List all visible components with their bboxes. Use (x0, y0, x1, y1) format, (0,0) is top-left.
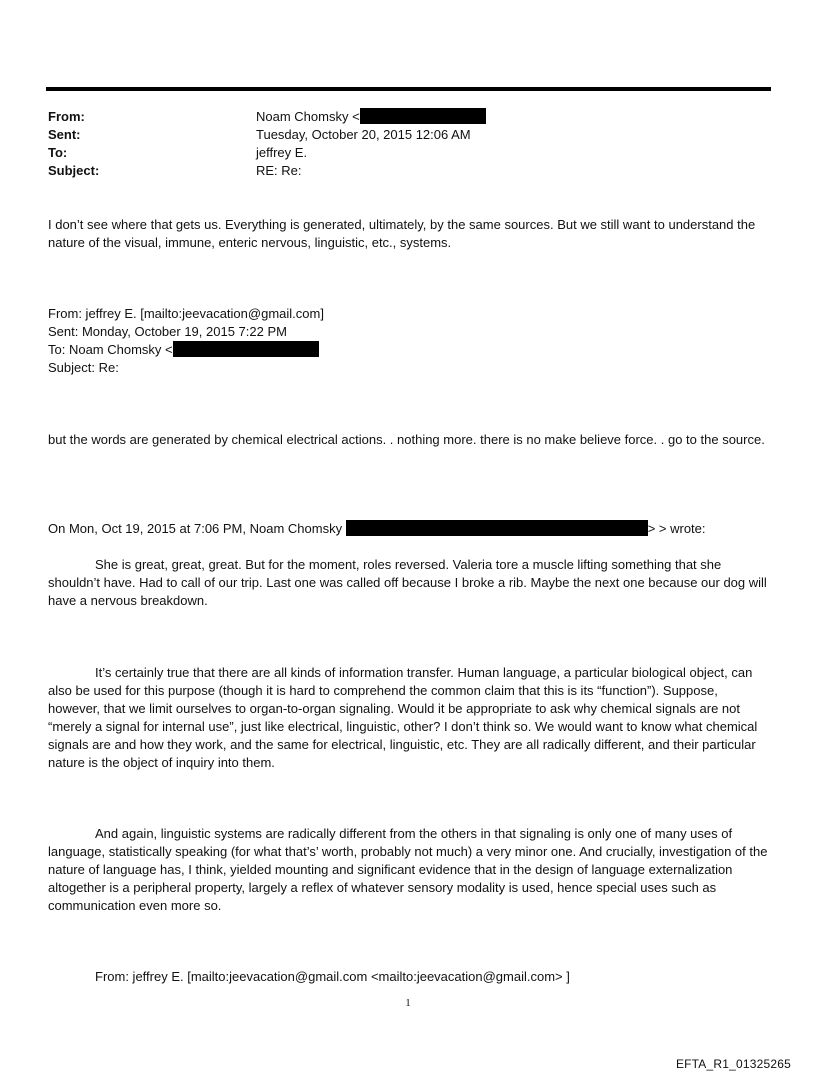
header-rule (46, 87, 771, 91)
from-name: Noam Chomsky < (256, 109, 360, 124)
body-paragraph-2 (48, 664, 770, 772)
redaction-box (360, 108, 486, 124)
body-paragraph-1 (48, 556, 770, 610)
quoted-sent: Sent: Monday, October 19, 2015 7:22 PM (48, 324, 287, 339)
paragraph-text: It’s certainly true that there are all kinds of information transfer. Human language, a particular biological object, can also be used for this purpose (though it is hard to comprehend the common claim that this is its “function”). Suppose, however, that we limit ourselves to organ-to-organ signaling. Would it be appropriate to ask why chemical signals are not “merely a signal for internal use”, just like electrical, linguistic, other? I don’t think so. We would want to know what chemical signals are and how they work, and the same for electrical, linguistic, etc. They are all radically different, and their particular nature is the object of inquiry into them. (48, 665, 758, 770)
quoted-subject: Subject: Re: (48, 360, 119, 375)
reply-paragraph: I don’t see where that gets us. Everything is generated, ultimately, by the same sources. But we still want to understand the nature of the visual, immune, enteric nervous, linguistic, etc., systems. (48, 217, 756, 250)
attribution-prefix: On Mon, Oct 19, 2015 at 7:06 PM, Noam Chomsky (48, 521, 343, 536)
to-label: To: (48, 145, 68, 160)
quoted-paragraph: but the words are generated by chemical electrical actions. . nothing more. there is no make believe force. . go to the source. (48, 432, 765, 447)
quoted-to: To: Noam Chomsky < (48, 342, 173, 357)
sent-value: Tuesday, October 20, 2015 12:06 AM (256, 127, 471, 142)
attribution-suffix: > > wrote: (647, 521, 706, 536)
to-value: jeffrey E. (256, 145, 308, 160)
quoted-to-row (48, 341, 770, 359)
quoted-header (48, 305, 770, 377)
sent-label: Sent: (48, 127, 81, 142)
page-number: 1 (405, 997, 411, 1009)
paragraph-text: And again, linguistic systems are radically different from the others in that signaling is only one of many uses of language, statistically speaking (for what that’s’ worth, probably not much) a very minor one. And crucially, investigation of the nature of language has, I think, yielded mounting and significant evidence that in the design of language externalization altogether is a peripheral property, largely a reflex of whatever sensory modality is used, hence special uses such as communication even more so. (48, 826, 768, 913)
subject-label: Subject: (48, 163, 100, 178)
reply-body (48, 216, 770, 252)
final-from-text: From: jeffrey E. [mailto:jeevacation@gmail.com <mailto:jeevacation@gmail.com> ] (95, 969, 570, 984)
subject-value: RE: Re: (256, 163, 302, 178)
from-value (256, 108, 486, 126)
attribution-line (48, 520, 770, 538)
paragraph-text: She is great, great, great. But for the moment, roles reversed. Valeria tore a muscle lifting something that she shouldn’t have. Had to call of our trip. Last one was called off because I broke a rib. Maybe the next one because our dog will have a nervous breakdown. (48, 557, 767, 608)
quoted-body (48, 431, 770, 449)
quoted-from: From: jeffrey E. [mailto:jeevacation@gmail.com] (48, 306, 324, 321)
final-from-line (95, 968, 770, 986)
redaction-box (346, 520, 648, 536)
from-label: From: (48, 109, 85, 124)
bates-number: EFTA_R1_01325265 (675, 1057, 791, 1071)
redaction-box (173, 341, 319, 357)
body-paragraph-3 (48, 825, 770, 915)
